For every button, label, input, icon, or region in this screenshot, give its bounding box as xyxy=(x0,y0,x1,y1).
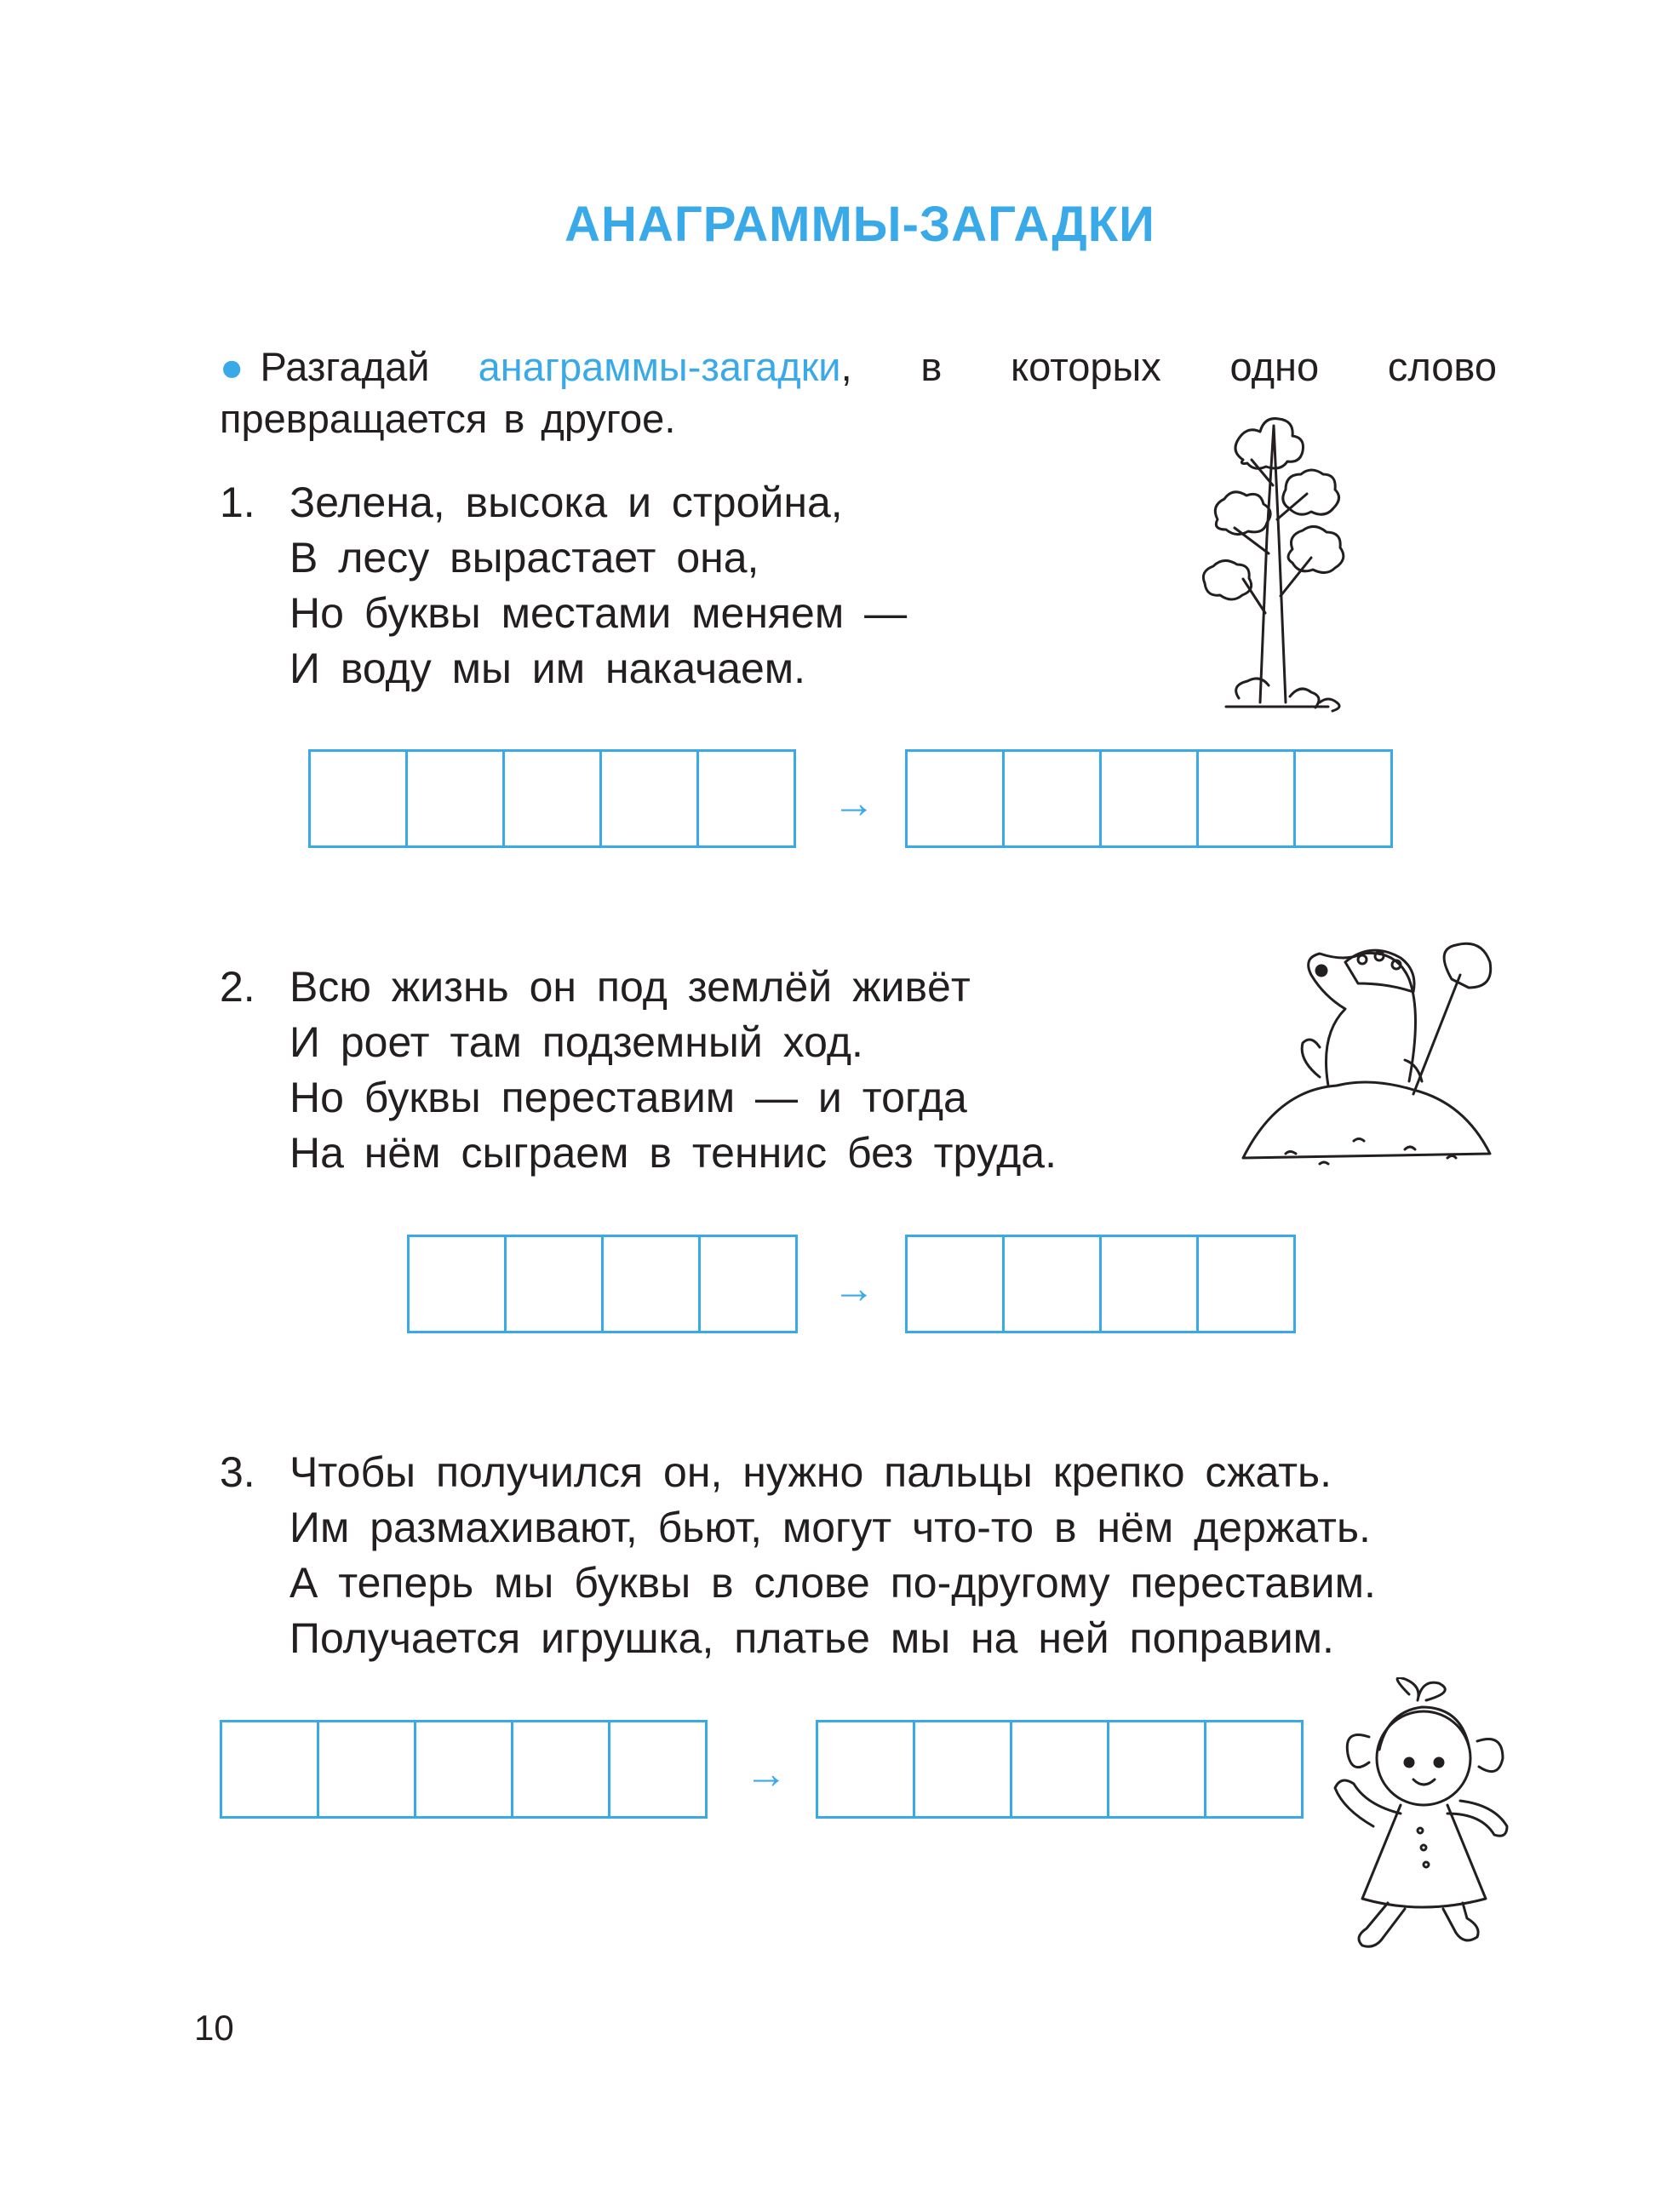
instruction-word: Разгадай xyxy=(260,344,430,389)
doll-illustration xyxy=(1328,1677,1524,1950)
letter-cell[interactable] xyxy=(1293,749,1393,848)
answer-grid-3-right xyxy=(816,1720,1301,1819)
page-number: 10 xyxy=(194,2008,234,2048)
bullet-icon: ● xyxy=(220,344,244,389)
letter-cell[interactable] xyxy=(1196,749,1296,848)
riddle-line: На нём сыграем в теннис без труда. xyxy=(289,1129,1057,1177)
letter-cell[interactable] xyxy=(1010,1720,1109,1819)
riddle-number: 1. xyxy=(220,479,255,526)
letter-cell[interactable] xyxy=(905,1235,1005,1333)
riddle-line: Зелена, высока и стройна, xyxy=(289,479,843,526)
riddle-line: Получается игрушка, платье мы на ней поправим. xyxy=(289,1614,1334,1662)
answer-grid-1-left xyxy=(308,749,794,848)
instruction-highlight: анаграммы-загадки xyxy=(478,344,841,389)
riddle-line: И воду мы им накачаем. xyxy=(289,645,806,692)
letter-cell[interactable] xyxy=(502,749,602,848)
riddle-3 xyxy=(220,1445,1556,1666)
instruction-word: одно xyxy=(1229,344,1320,389)
tree-illustration xyxy=(1192,409,1362,719)
riddle-number: 3. xyxy=(220,1448,255,1496)
letter-cell[interactable] xyxy=(220,1720,319,1819)
page-title: АНАГРАММЫ-ЗАГАДКИ xyxy=(564,197,1155,252)
letter-cell[interactable] xyxy=(1204,1720,1304,1819)
riddle-2 xyxy=(220,960,1057,1181)
riddle-line: Им размахивают, бьют, могут что-то в нём держать. xyxy=(289,1504,1371,1551)
instruction-word: которых xyxy=(1011,344,1161,389)
letter-cell[interactable] xyxy=(816,1720,915,1819)
letter-cell[interactable] xyxy=(599,749,699,848)
riddle-line: Всю жизнь он под землёй живёт xyxy=(289,963,971,1011)
answer-grid-3-left xyxy=(220,1720,705,1819)
riddle-line: И роет там подземный ход. xyxy=(289,1018,863,1066)
riddle-line: Но буквы местами меняем — xyxy=(289,589,908,637)
letter-cell[interactable] xyxy=(601,1235,701,1333)
riddle-line: Но буквы переставим — и тогда xyxy=(289,1074,967,1121)
letter-cell[interactable] xyxy=(308,749,408,848)
arrow-right-icon: → xyxy=(833,779,875,827)
arrow-right-icon: → xyxy=(745,1750,788,1797)
letter-cell[interactable] xyxy=(504,1235,604,1333)
answer-grid-2-right xyxy=(905,1235,1293,1333)
letter-cell[interactable] xyxy=(1099,1235,1199,1333)
riddle-line: В лесу вырастает она, xyxy=(289,534,759,582)
letter-cell[interactable] xyxy=(913,1720,1012,1819)
letter-cell[interactable] xyxy=(1002,749,1102,848)
letter-cell[interactable] xyxy=(405,749,505,848)
instruction-word: , xyxy=(840,344,852,389)
answer-grid-2-left xyxy=(407,1235,795,1333)
instruction-line-2: превращается в другое. xyxy=(220,396,676,441)
letter-cell[interactable] xyxy=(511,1720,610,1819)
mole-illustration xyxy=(1235,941,1498,1179)
riddle-line: А теперь мы буквы в слове по-другому переставим. xyxy=(289,1559,1376,1607)
instruction-word: в xyxy=(920,344,943,389)
letter-cell[interactable] xyxy=(317,1720,416,1819)
letter-cell[interactable] xyxy=(1002,1235,1102,1333)
riddle-1 xyxy=(220,475,907,696)
letter-cell[interactable] xyxy=(1196,1235,1296,1333)
riddle-number: 2. xyxy=(220,963,255,1011)
letter-cell[interactable] xyxy=(1099,749,1199,848)
letter-cell[interactable] xyxy=(698,1235,798,1333)
letter-cell[interactable] xyxy=(407,1235,507,1333)
riddle-line: Чтобы получился он, нужно пальцы крепко сжать. xyxy=(289,1448,1332,1496)
letter-cell[interactable] xyxy=(905,749,1005,848)
letter-cell[interactable] xyxy=(1107,1720,1206,1819)
letter-cell[interactable] xyxy=(696,749,796,848)
instruction-word: слово xyxy=(1387,344,1497,389)
letter-cell[interactable] xyxy=(414,1720,513,1819)
letter-cell[interactable] xyxy=(608,1720,708,1819)
arrow-right-icon: → xyxy=(833,1264,875,1312)
answer-grid-1-right xyxy=(905,749,1390,848)
